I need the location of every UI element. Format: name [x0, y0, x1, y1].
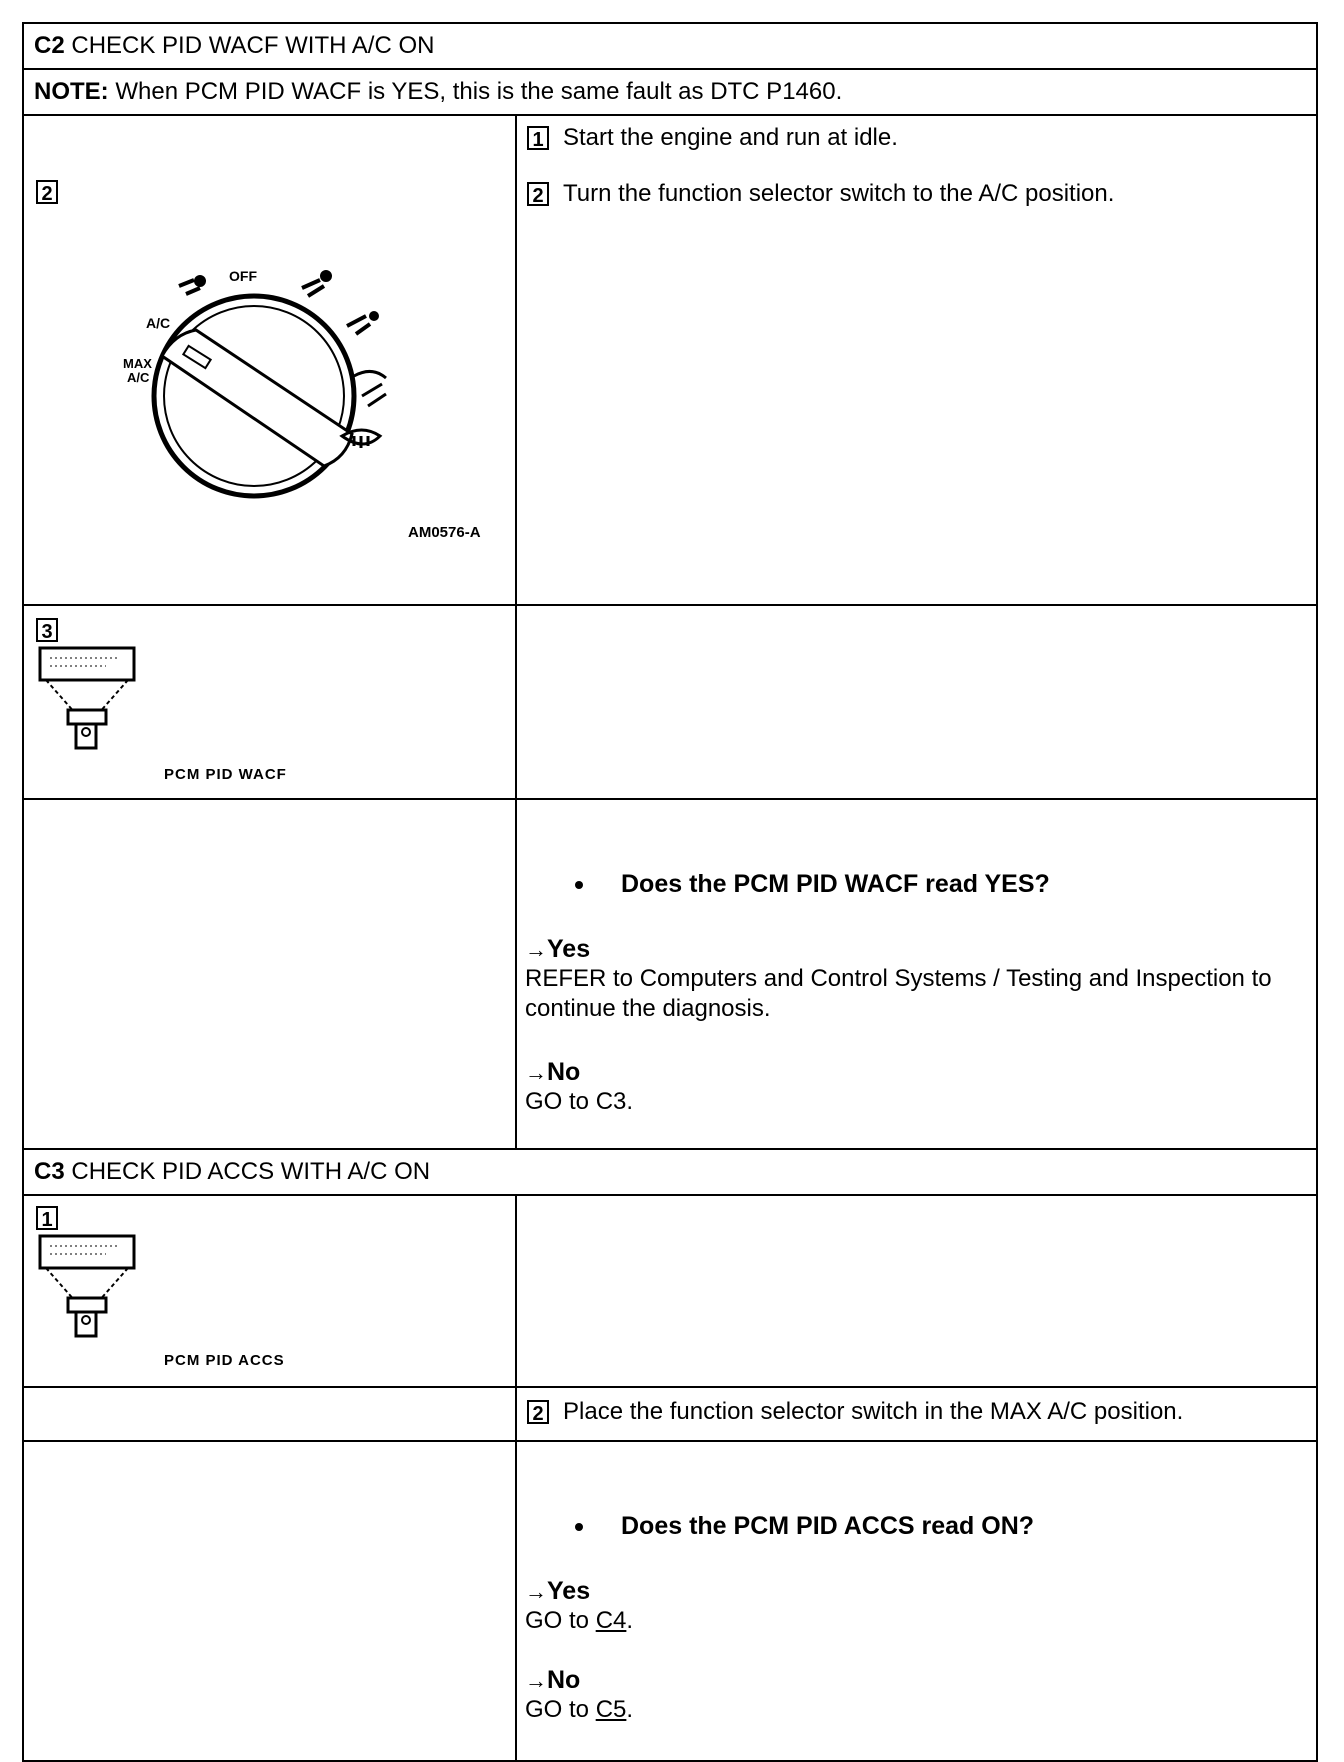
c2-question: [517, 870, 1316, 899]
vent-bilevel-icon: [302, 272, 330, 296]
c3-no-label: No: [547, 1666, 581, 1694]
c3-yes-block: [517, 1541, 1316, 1636]
c3-scan-empty-cell: [516, 1195, 1317, 1387]
dial-label-ac: A/C: [146, 315, 171, 331]
vent-floor-icon: [347, 313, 377, 334]
c3-title: CHECK PID ACCS WITH A/C ON: [71, 1158, 431, 1185]
c3-header: [23, 1149, 1317, 1195]
c3-yes-text: [525, 1606, 1316, 1636]
dial-figure-cell: [23, 115, 516, 605]
c2-no-text: GO to C3.: [525, 1088, 634, 1115]
c2-no-label: No: [547, 1058, 581, 1086]
c3-yes-label: Yes: [547, 1577, 591, 1605]
c2-header: [23, 23, 1317, 69]
c3-step2-left-cell: [23, 1387, 516, 1441]
c2-question-text: Does the PCM PID WACF read YES?: [621, 870, 1050, 898]
scan-caption: PCM PID WACF: [164, 766, 287, 783]
function-selector-dial-illustration: [24, 116, 517, 604]
c3-no-block: [517, 1636, 1316, 1725]
arrow-icon: →: [525, 937, 547, 962]
link-c4[interactable]: C4: [595, 1607, 627, 1634]
step-number: 2: [527, 1400, 549, 1424]
diagnostic-table: [22, 22, 1318, 1762]
period: .: [626, 1696, 634, 1723]
arrow-icon: →: [525, 1060, 547, 1085]
note-row: [23, 69, 1317, 115]
c3-question-text: Does the PCM PID ACCS read ON?: [621, 1512, 1035, 1540]
note-text: When PCM PID WACF is YES, this is the same fault as DTC P1460.: [115, 78, 843, 105]
step-number: 2: [527, 182, 549, 206]
c2-title: CHECK PID WACF WITH A/C ON: [71, 32, 435, 59]
c3-id: C3: [34, 1158, 65, 1185]
c2-yes-block: [517, 899, 1316, 1024]
dial-label-off: OFF: [229, 268, 257, 284]
note-label: NOTE:: [34, 78, 109, 105]
dial-label-max: MAX: [123, 356, 152, 371]
link-c5[interactable]: C5: [595, 1696, 627, 1723]
c3-no-text: [525, 1695, 1316, 1725]
bullet-icon: [575, 1523, 583, 1531]
bullet-icon: [575, 881, 583, 889]
vent-face-icon: [179, 277, 204, 294]
defrost-floor-icon: [354, 371, 386, 406]
c2-question-cell: [516, 799, 1317, 1149]
scan-step-number: 1: [36, 1206, 58, 1230]
c2-yes-text: REFER to Computers and Control Systems / Testing and Inspection to continue the diagnosis.: [525, 965, 1272, 1022]
c2-step-1: [517, 116, 1316, 162]
c3-question-left-cell: [23, 1441, 516, 1761]
c3-step-2: [517, 1388, 1316, 1436]
step-number: 1: [527, 126, 549, 150]
c3-scan-tool-cell: [23, 1195, 516, 1387]
scan-tool-icon: [36, 644, 156, 754]
step-text: Start the engine and run at idle.: [563, 124, 898, 151]
scan-step-number: 3: [36, 618, 58, 642]
scan-tool-icon: [36, 1232, 156, 1342]
figure-code: AM0576-A: [408, 524, 481, 541]
c2-question-left-cell: [23, 799, 516, 1149]
c2-id: C2: [34, 32, 65, 59]
c2-scan-tool-cell: [23, 605, 516, 799]
c2-step-2: [517, 162, 1316, 218]
diagnostic-document: [22, 22, 1316, 1762]
arrow-icon: →: [525, 1668, 547, 1693]
c3-question-cell: [516, 1441, 1317, 1761]
c2-no-block: [517, 1024, 1316, 1117]
step-text: Turn the function selector switch to the A/C position.: [563, 180, 1115, 207]
c3-question: [517, 1512, 1316, 1541]
go-to-text: GO to: [525, 1696, 596, 1723]
step-text: Place the function selector switch in the MAX A/C position.: [563, 1398, 1184, 1425]
c2-scan-empty-cell: [516, 605, 1317, 799]
c3-step2-cell: [516, 1387, 1317, 1441]
dial-label-max-ac: A/C: [127, 370, 150, 385]
scan-caption: PCM PID ACCS: [164, 1352, 285, 1369]
c2-steps-cell: [516, 115, 1317, 605]
figure-step-number: 2: [36, 180, 58, 204]
c2-yes-label: Yes: [547, 935, 591, 963]
go-to-text: GO to: [525, 1607, 596, 1634]
period: .: [626, 1607, 634, 1634]
arrow-icon: →: [525, 1579, 547, 1604]
